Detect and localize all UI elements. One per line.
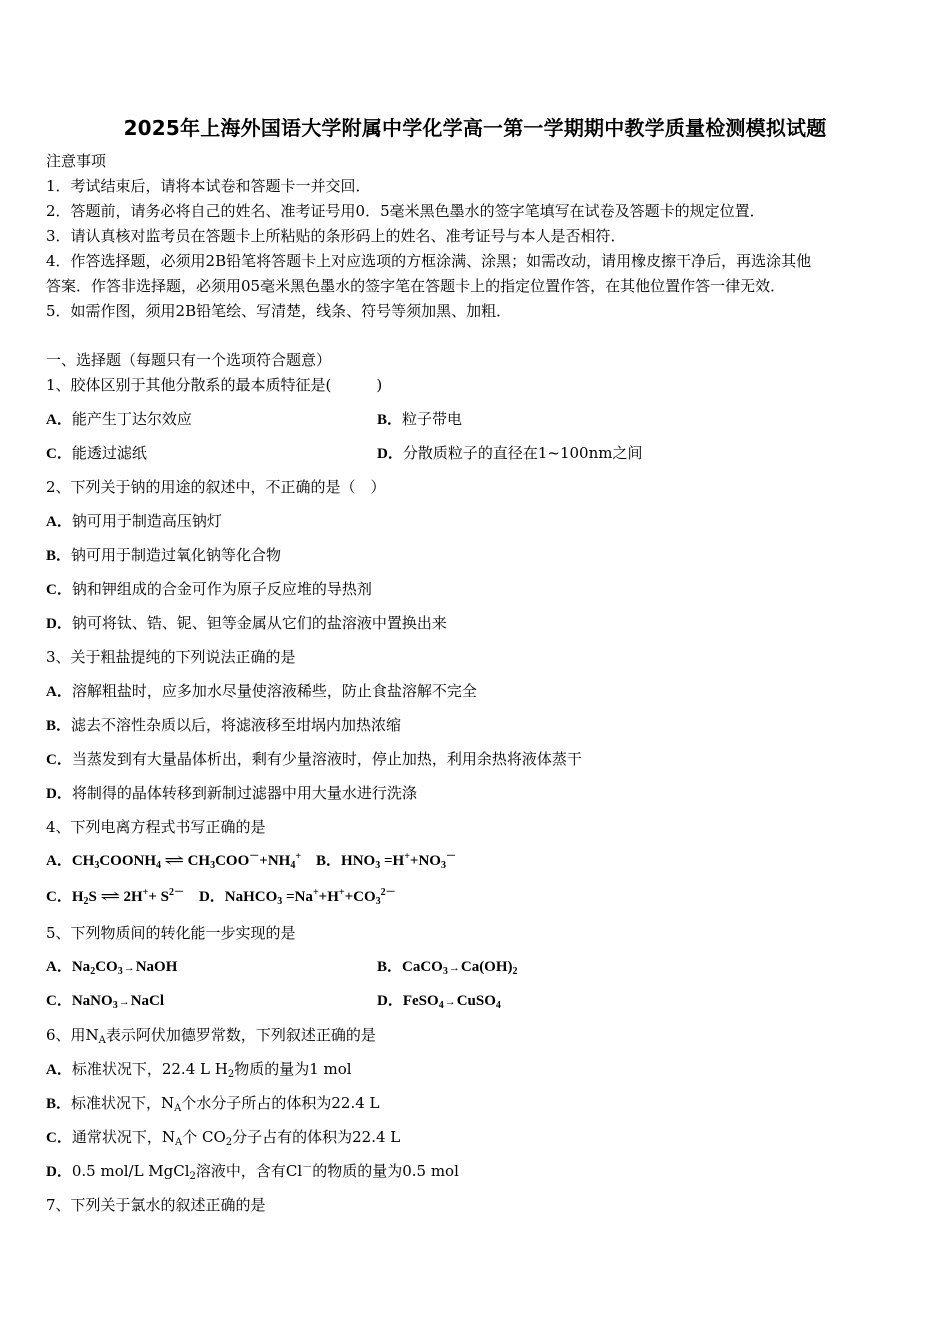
q5-option-d: D．FeSO$_4$→CuSO$_4$	[377, 993, 501, 1011]
q5-option-c: C．NaNO$_3$→NaCl	[46, 993, 165, 1011]
note-1: 1．考试结束后，请将本试卷和答题卡一并交回．	[46, 177, 371, 195]
q5-option-a: A．$Na_2CO_3\to NaOH$	[46, 959, 178, 977]
notes-heading: 注意事项	[46, 152, 107, 170]
q6-option-a: A．标准状况下，22.4 L $H_2$物质的量为1 mol	[46, 1060, 352, 1080]
q6-option-b: B．标准状况下，$N_A$个水分子所占的体积为22.4 L	[46, 1094, 380, 1114]
q2-option-b: B．钠可用于制造过氧化钠等化合物	[46, 546, 282, 564]
question-5-stem: 5、下列物质间的转化能一步实现的是	[46, 924, 296, 942]
note-2: 2．答题前，请务必将自己的姓名、准考证号用0．5毫米黑色墨水的签字笔填写在试卷及答题卡的规定位置．	[46, 202, 765, 220]
question-6-stem: 6、用$N_A$表示阿伏加德罗常数，下列叙述正确的是	[46, 1026, 376, 1046]
q4-options-ab: A．$CH_3COONH_4$ ⇌ $CH_3COO^-+NH_4^+$ B．$HNO_3 =H^++NO_3^-$	[46, 851, 456, 871]
q1-option-d: D．分散质粒子的直径在1~100nm之间	[377, 444, 643, 462]
q2-option-a: A．钠可用于制造高压钠灯	[46, 512, 222, 530]
q3-option-c: C．当蒸发到有大量晶体析出，剩有少量溶液时，停止加热，利用余热将液体蒸干	[46, 750, 582, 768]
note-4a: 4．作答选择题，必须用2B铅笔将答题卡上对应选项的方框涂满、涂黑；如需改动，请用橡皮擦干净后，再选涂其他	[46, 252, 812, 270]
q5-option-b: B．$CaCO_3\to Ca(OH)_2$	[377, 959, 518, 977]
q6-option-d: D．0.5 mol/L MgCl$_2$溶液中，含有Cl－的物质的量为0.5 mol	[46, 1162, 459, 1182]
note-5: 5．如需作图，须用2B铅笔绘、写清楚，线条、符号等须加黑、加粗．	[46, 302, 512, 320]
q3-option-b: B．滤去不溶性杂质以后，将滤液移至坩埚内加热浓缩	[46, 716, 402, 734]
page-title: 2025年上海外国语大学附属中学化学高一第一学期期中教学质量检测模拟试题	[123, 116, 827, 140]
question-1-stem: 1、胶体区别于其他分散系的最本质特征是( )	[46, 376, 383, 394]
q3-option-a: A．溶解粗盐时，应多加水尽量使溶液稀些，防止食盐溶解不完全	[46, 682, 477, 700]
q3-option-d: D．将制得的晶体转移到新制过滤器中用大量水进行洗涤	[46, 784, 417, 802]
q1-option-c: C．能透过滤纸	[46, 444, 147, 462]
q6-option-c: C．通常状况下，$N_A$个 $CO_2$分子占有的体积为22.4 L	[46, 1128, 401, 1148]
q2-option-c: C．钠和钾组成的合金可作为原子反应堆的导热剂	[46, 580, 372, 598]
question-2-stem: 2、下列关于钠的用途的叙述中，不正确的是（ ）	[46, 478, 386, 496]
q1-option-a: A．能产生丁达尔效应	[46, 410, 192, 428]
note-3: 3．请认真核对监考员在答题卡上所粘贴的条形码上的姓名、准考证号与本人是否相符．	[46, 227, 626, 245]
q4-options-cd: C．$H_2S$ ⇌ $2H^++ S^{2-}$ D．NaHCO$_3$ $=Na^++H^++CO_3^{2-}$	[46, 887, 396, 907]
section-heading: 一、选择题（每题只有一个选项符合题意）	[46, 351, 332, 369]
question-7-stem: 7、下列关于氯水的叙述正确的是	[46, 1196, 266, 1214]
q2-option-d: D．钠可将钛、锆、铌、钽等金属从它们的盐溶液中置换出来	[46, 614, 447, 632]
q1-option-b: B．粒子带电	[377, 410, 463, 428]
note-4b: 答案．作答非选择题，必须用05毫米黑色墨水的签字笔在答题卡上的指定位置作答，在其他位置作答一律无效．	[46, 277, 786, 295]
question-4-stem: 4、下列电离方程式书写正确的是	[46, 818, 266, 836]
question-3-stem: 3、关于粗盐提纯的下列说法正确的是	[46, 648, 296, 666]
